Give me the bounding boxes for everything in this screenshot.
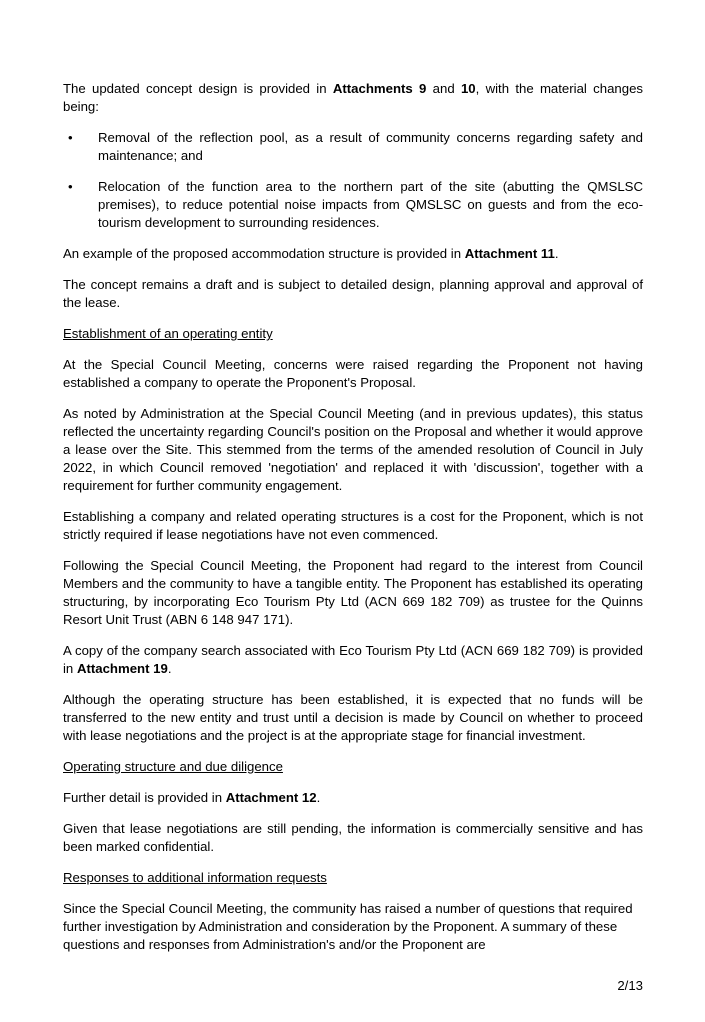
paragraph-concept-draft: The concept remains a draft and is subject to detailed design, planning approval and approval of the lease.: [63, 277, 643, 310]
text-run: , with the material changes being:: [63, 81, 643, 114]
paragraph-commercially-sensitive: Given that lease negotiations are still pending, the information is commercially sensitive and has been marked confidential.: [63, 821, 643, 854]
attachment-ref: 10: [460, 81, 476, 96]
paragraph-no-funds: Although the operating structure has been established, it is expected that no funds will be transferred to the new entity and trust until a decision is made by Council on whether to proceed with lease negotiations and the project is at the appropriate stage for financial investment.: [63, 692, 643, 743]
text-run: .: [554, 246, 559, 261]
bullet-text: Removal of the reflection pool, as a result of community concerns regarding safety and maintenance; and: [98, 130, 643, 163]
text-run: .: [316, 790, 321, 805]
paragraph-concerns-raised: At the Special Council Meeting, concerns were raised regarding the Proponent not having established a company to operate the Proponent's Proposal.: [63, 357, 643, 390]
text-run: .: [167, 661, 172, 676]
paragraph-further-detail: [63, 789, 643, 807]
paragraph-community-questions: Since the Special Council Meeting, the community has raised a number of questions that required further investigation by Administration and consideration by the Proponent. A summary of these questions and responses from Administration's and/or the Proponent are: [63, 901, 633, 952]
section-heading-responses: Responses to additional information requests: [63, 870, 327, 885]
attachment-ref: Attachment 12: [225, 790, 317, 805]
text-run: The updated concept design is provided in: [63, 81, 333, 96]
section-heading-operating-structure: Operating structure and due diligence: [63, 759, 283, 774]
page-number: 2/13: [617, 978, 643, 993]
section-heading-establishment: Establishment of an operating entity: [63, 326, 273, 341]
text-run: Further detail is provided in: [63, 790, 226, 805]
bullet-icon: •: [68, 130, 73, 145]
paragraph-intro: [63, 80, 643, 116]
attachment-ref: Attachment 11: [464, 246, 555, 261]
attachment-ref: Attachments 9: [332, 81, 427, 96]
bullet-item-reflection-pool: [63, 129, 643, 165]
paragraph-example: [63, 245, 643, 263]
bullet-icon: •: [68, 179, 73, 194]
paragraph-company-search: [63, 642, 643, 678]
bullet-item-function-area: [63, 178, 643, 232]
bullet-text: Relocation of the function area to the northern part of the site (abutting the QMSLSC premises), to reduce potential noise impacts from QMSLSC on guests and from the eco-tourism development to surrounding residences.: [98, 179, 643, 230]
paragraph-entity-established: Following the Special Council Meeting, the Proponent had regard to the interest from Council Members and the community to have a tangible entity. The Proponent has established its operating structuring, by incorporating Eco Tourism Pty Ltd (ACN 669 182 709) as trustee for the Quinns Resort Unit Trust (ABN 6 148 947 171).: [63, 558, 643, 627]
paragraph-status-uncertainty: As noted by Administration at the Special Council Meeting (and in previous updates), this status reflected the uncertainty regarding Council's position on the Proposal and whether it would approve a lease over the Site. This stemmed from the terms of the amended resolution of Council in July 2022, in which Council removed 'negotiation' and replaced it with 'discussion', together with a requirement for further community engagement.: [63, 406, 643, 493]
page-content: [63, 80, 643, 967]
text-run: and: [426, 81, 461, 96]
attachment-ref: Attachment 19: [76, 661, 168, 676]
text-run: An example of the proposed accommodation structure is provided in: [63, 246, 465, 261]
paragraph-company-cost: Establishing a company and related operating structures is a cost for the Proponent, which is not strictly required if lease negotiations have not even commenced.: [63, 509, 643, 542]
text-run: A copy of the company search associated with Eco Tourism Pty Ltd (ACN 669 182 709) is provided in: [63, 643, 643, 676]
